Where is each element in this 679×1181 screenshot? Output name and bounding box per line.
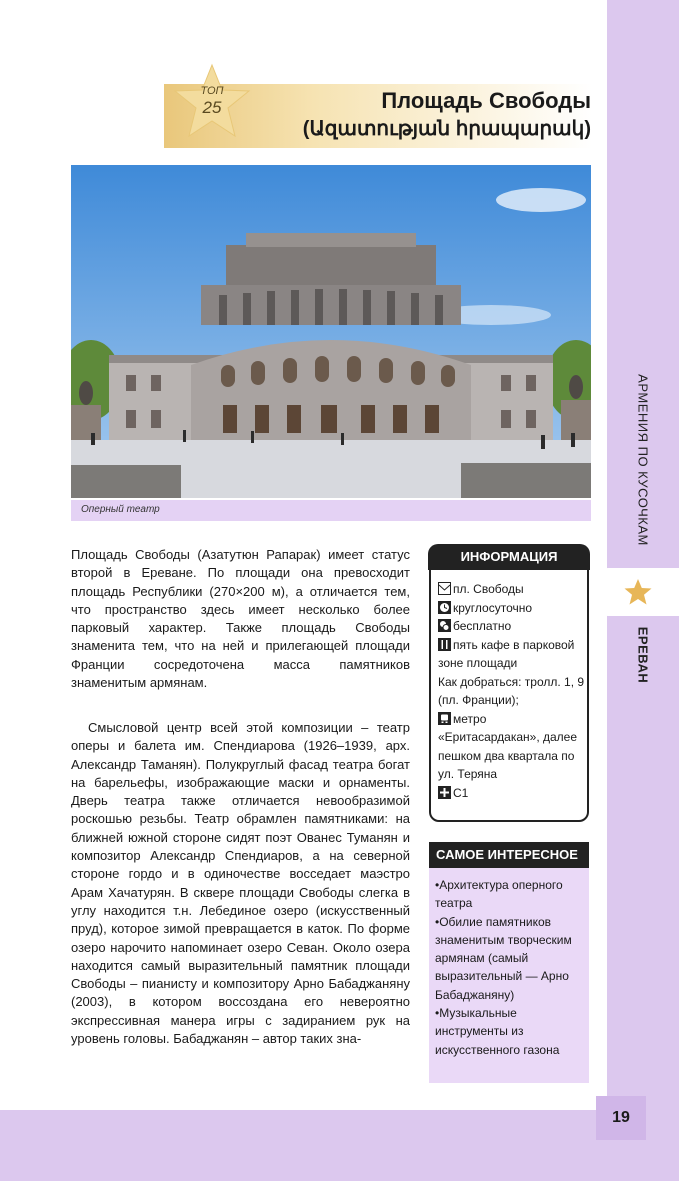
main-paragraph: Смысловой центр всей этой композиции – театр оперы и балета им. Спендиарова (1926–1939, арх. Александр Таманян). Полукруглый фасад театра богат на барельефы, изображающие маски и орнаменты. Дверь театра также отличается невообразимой роскошью резьбы. Театр обрамлен памятниками: на ближней южной стороне сидят поэт Ованес Туманян и композитор Александр Спендиаров, а на северной стороне гордо и в одиночестве восседает маэстро Арам Хачатурян. В сквере площади Свободы слегка в углу находится т.н. Лебединое озеро (искусственный пруд), которое зимой превращается в каток. По форме озеро нарочито напоминает озеро Севан. Около озера находится самый выразительный памятник площади Свободы – пианисту и композитору Арно Бабаджаняну (2003), в котором воссоздана его невероятно экспрессивная манера игры с задиранием рук на уровень головы. Бабаджанян – автор таких зна- xyxy=(71,720,410,1047)
star-icon xyxy=(623,577,653,607)
info-food: пять кафе в парковой зоне площади xyxy=(438,637,575,670)
metro-icon xyxy=(438,712,451,725)
info-address: пл. Свободы xyxy=(438,580,586,599)
page-number: 19 xyxy=(596,1096,646,1140)
list-item: •Музыкальные инструменты из искусственного газона xyxy=(435,1006,560,1057)
info-transport: Как добраться: тролл. 1, 9 (пл. Франции); xyxy=(438,674,585,707)
info-map: C1 xyxy=(438,784,586,803)
info-price: бесплатно xyxy=(438,617,586,636)
list-item: •Архитектура оперного театра xyxy=(435,878,563,911)
intro-paragraph: Площадь Свободы (Азатутюн Рапарак) имеет статус второй в Ереване. По площади она превосходит площадь Республики (270×200 м), а отличается тем, что пространство здесь имеет несколько более парковый характер. Также площадь Свободы знаменита тем, что на ней и прилегающей площади Франции сосредоточена масса памятников знаменитым армянам. xyxy=(71,547,410,691)
star-tab xyxy=(596,568,679,616)
page-subtitle: (Ազատության հրապարակ) xyxy=(302,118,591,140)
info-metro: метро «Еритасардакан», далее пешком два квартала по ул. Теряна xyxy=(438,711,578,781)
highlights-list xyxy=(435,876,591,1059)
chapter-label: ЕРЕВАН xyxy=(635,626,651,684)
cutlery-icon xyxy=(438,638,451,651)
info-header: ИНФОРМАЦИЯ xyxy=(428,544,590,570)
coins-icon xyxy=(438,619,451,632)
bottom-band xyxy=(0,1110,679,1181)
opera-theatre-photo xyxy=(71,165,591,498)
map-cross-icon xyxy=(438,786,451,799)
photo-caption: Оперный театр xyxy=(81,504,160,515)
clock-icon xyxy=(438,601,451,614)
info-list xyxy=(438,580,586,802)
top-number: 25 xyxy=(202,98,222,117)
section-label: АРМЕНИЯ ПО КУСОЧКАМ xyxy=(635,374,651,546)
highlights-header: САМОЕ ИНТЕРЕСНОЕ xyxy=(429,842,589,868)
top-label: ТОП xyxy=(200,85,224,97)
list-item: •Обилие памятников знаменитым творческим армянам (самый выразительный — Арно Бабаджаняну) xyxy=(435,914,572,1002)
page-title: Площадь Свободы xyxy=(381,88,591,113)
info-hours: круглосуточно xyxy=(438,599,586,618)
envelope-icon xyxy=(438,582,451,595)
